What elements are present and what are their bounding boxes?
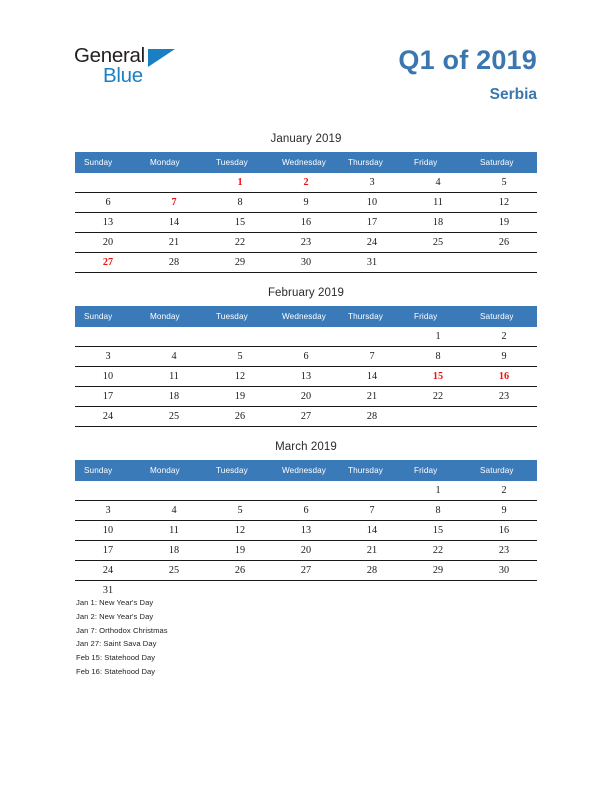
day-cell-empty bbox=[141, 481, 207, 501]
day-cell[interactable]: 3 bbox=[75, 501, 141, 521]
day-cell[interactable]: 14 bbox=[339, 367, 405, 387]
day-cell[interactable]: 29 bbox=[207, 253, 273, 273]
week-row bbox=[75, 253, 537, 273]
day-cell[interactable]: 31 bbox=[339, 253, 405, 273]
day-cell[interactable]: 7 bbox=[339, 501, 405, 521]
day-cell-empty bbox=[207, 327, 273, 347]
day-cell[interactable]: 11 bbox=[405, 193, 471, 213]
day-cell[interactable]: 27 bbox=[273, 407, 339, 427]
day-cell[interactable]: 16 bbox=[471, 521, 537, 541]
day-cell[interactable]: 21 bbox=[339, 387, 405, 407]
day-cell[interactable]: 10 bbox=[75, 521, 141, 541]
day-cell[interactable]: 4 bbox=[141, 347, 207, 367]
day-cell[interactable]: 15 bbox=[405, 521, 471, 541]
day-cell[interactable]: 25 bbox=[405, 233, 471, 253]
day-cell[interactable]: 6 bbox=[273, 347, 339, 367]
day-cell[interactable]: 21 bbox=[141, 233, 207, 253]
day-cell[interactable]: 28 bbox=[339, 561, 405, 581]
day-cell[interactable]: 11 bbox=[141, 367, 207, 387]
month-block bbox=[75, 133, 537, 273]
general-blue-logo[interactable] bbox=[74, 45, 204, 91]
week-row bbox=[75, 501, 537, 521]
day-cell[interactable]: 2 bbox=[471, 481, 537, 501]
day-cell-holiday[interactable]: 27 bbox=[75, 253, 141, 273]
weekday-header-friday: Friday bbox=[405, 460, 471, 481]
day-cell[interactable]: 20 bbox=[273, 387, 339, 407]
day-cell[interactable]: 23 bbox=[471, 541, 537, 561]
weekday-header-thursday: Thursday bbox=[339, 152, 405, 173]
day-cell-empty bbox=[471, 407, 537, 427]
holiday-legend-item: Jan 7: Orthodox Christmas bbox=[76, 625, 168, 635]
day-cell[interactable]: 6 bbox=[75, 193, 141, 213]
weekday-header-monday: Monday bbox=[141, 306, 207, 327]
day-cell[interactable]: 6 bbox=[273, 501, 339, 521]
week-row bbox=[75, 367, 537, 387]
weekday-header-saturday: Saturday bbox=[471, 152, 537, 173]
day-cell[interactable]: 13 bbox=[75, 213, 141, 233]
day-cell-holiday[interactable]: 1 bbox=[207, 173, 273, 193]
weekday-header-friday: Friday bbox=[405, 306, 471, 327]
day-cell[interactable]: 4 bbox=[405, 173, 471, 193]
day-cell-empty bbox=[405, 253, 471, 273]
day-cell[interactable]: 14 bbox=[339, 521, 405, 541]
day-cell-empty bbox=[75, 327, 141, 347]
day-cell[interactable]: 7 bbox=[339, 347, 405, 367]
day-cell[interactable]: 1 bbox=[405, 481, 471, 501]
page-header bbox=[0, 0, 612, 130]
day-cell[interactable]: 3 bbox=[75, 347, 141, 367]
day-cell[interactable]: 10 bbox=[339, 193, 405, 213]
month-title: January 2019 bbox=[270, 133, 342, 145]
day-cell[interactable]: 11 bbox=[141, 521, 207, 541]
day-cell-empty bbox=[75, 481, 141, 501]
holiday-legend-item: Feb 15: Statehood Day bbox=[76, 653, 156, 663]
day-cell[interactable]: 23 bbox=[471, 387, 537, 407]
day-cell[interactable]: 5 bbox=[471, 173, 537, 193]
day-cell[interactable]: 30 bbox=[273, 253, 339, 273]
day-cell-holiday[interactable]: 15 bbox=[405, 367, 471, 387]
day-cell[interactable]: 18 bbox=[141, 541, 207, 561]
weekday-header-friday: Friday bbox=[405, 152, 471, 173]
day-cell[interactable]: 23 bbox=[273, 233, 339, 253]
title-block bbox=[398, 44, 537, 105]
weekday-header-row bbox=[75, 152, 537, 173]
day-cell[interactable]: 8 bbox=[405, 501, 471, 521]
month-table bbox=[75, 152, 537, 273]
week-row bbox=[75, 387, 537, 407]
day-cell[interactable]: 26 bbox=[207, 561, 273, 581]
weekday-header-wednesday: Wednesday bbox=[273, 152, 339, 173]
weekday-header-thursday: Thursday bbox=[339, 460, 405, 481]
day-cell[interactable]: 26 bbox=[207, 407, 273, 427]
week-row bbox=[75, 193, 537, 213]
day-cell[interactable]: 9 bbox=[471, 347, 537, 367]
day-cell-empty bbox=[141, 327, 207, 347]
day-cell-empty bbox=[273, 327, 339, 347]
day-cell[interactable]: 18 bbox=[405, 213, 471, 233]
weekday-header-monday: Monday bbox=[141, 152, 207, 173]
day-cell[interactable]: 17 bbox=[339, 213, 405, 233]
day-cell[interactable]: 20 bbox=[273, 541, 339, 561]
holiday-legend-item: Jan 1: New Year's Day bbox=[76, 598, 154, 607]
day-cell[interactable]: 9 bbox=[471, 501, 537, 521]
week-row bbox=[75, 347, 537, 367]
day-cell[interactable]: 20 bbox=[75, 233, 141, 253]
weekday-header-sunday: Sunday bbox=[75, 306, 141, 327]
day-cell[interactable]: 8 bbox=[207, 193, 273, 213]
weekday-header-saturday: Saturday bbox=[471, 306, 537, 327]
day-cell-empty bbox=[207, 481, 273, 501]
day-cell[interactable]: 31 bbox=[75, 581, 141, 601]
month-block bbox=[75, 287, 537, 427]
day-cell[interactable]: 12 bbox=[207, 367, 273, 387]
holiday-legend-item: Jan 2: New Year's Day bbox=[76, 611, 154, 621]
day-cell[interactable]: 5 bbox=[207, 347, 273, 367]
day-cell[interactable]: 13 bbox=[273, 367, 339, 387]
day-cell[interactable]: 1 bbox=[405, 327, 471, 347]
week-row bbox=[75, 541, 537, 561]
weekday-header-row bbox=[75, 460, 537, 481]
week-row bbox=[75, 173, 537, 193]
week-row bbox=[75, 481, 537, 501]
month-title: February 2019 bbox=[267, 287, 345, 299]
month-block bbox=[75, 441, 537, 600]
day-cell[interactable]: 12 bbox=[207, 521, 273, 541]
day-cell[interactable]: 4 bbox=[141, 501, 207, 521]
day-cell-empty bbox=[339, 327, 405, 347]
day-cell-empty bbox=[273, 481, 339, 501]
day-cell[interactable]: 15 bbox=[207, 213, 273, 233]
day-cell-empty bbox=[141, 173, 207, 193]
country-subtitle: Serbia bbox=[489, 86, 537, 103]
week-row bbox=[75, 233, 537, 253]
month-title: March 2019 bbox=[275, 441, 337, 453]
week-row bbox=[75, 213, 537, 233]
holiday-legend bbox=[76, 596, 476, 679]
weekday-header-wednesday: Wednesday bbox=[273, 306, 339, 327]
day-cell[interactable]: 24 bbox=[339, 233, 405, 253]
month-table bbox=[75, 460, 537, 600]
weekday-header-tuesday: Tuesday bbox=[207, 460, 273, 481]
day-cell[interactable]: 16 bbox=[273, 213, 339, 233]
page-title: Q1 of 2019 bbox=[398, 45, 537, 75]
weekday-header-wednesday: Wednesday bbox=[273, 460, 339, 481]
months-container bbox=[75, 133, 537, 614]
day-cell[interactable]: 22 bbox=[405, 387, 471, 407]
day-cell-holiday[interactable]: 2 bbox=[273, 173, 339, 193]
day-cell[interactable]: 27 bbox=[273, 561, 339, 581]
day-cell[interactable]: 2 bbox=[471, 327, 537, 347]
day-cell[interactable]: 28 bbox=[141, 253, 207, 273]
day-cell[interactable]: 25 bbox=[141, 561, 207, 581]
weekday-header-thursday: Thursday bbox=[339, 306, 405, 327]
day-cell[interactable]: 24 bbox=[75, 407, 141, 427]
day-cell[interactable]: 18 bbox=[141, 387, 207, 407]
holiday-legend-item: Jan 27: Saint Sava Day bbox=[76, 639, 157, 649]
weekday-header-tuesday: Tuesday bbox=[207, 306, 273, 327]
day-cell[interactable]: 17 bbox=[75, 541, 141, 561]
day-cell-empty bbox=[471, 253, 537, 273]
weekday-header-tuesday: Tuesday bbox=[207, 152, 273, 173]
day-cell[interactable]: 21 bbox=[339, 541, 405, 561]
day-cell-empty bbox=[471, 581, 537, 601]
logo-text-blue: Blue bbox=[103, 64, 143, 87]
day-cell-empty bbox=[339, 481, 405, 501]
triangle-icon bbox=[148, 49, 175, 67]
day-cell[interactable]: 9 bbox=[273, 193, 339, 213]
weekday-header-sunday: Sunday bbox=[75, 460, 141, 481]
day-cell[interactable]: 3 bbox=[339, 173, 405, 193]
day-cell[interactable]: 19 bbox=[207, 387, 273, 407]
weekday-header-sunday: Sunday bbox=[75, 152, 141, 173]
day-cell[interactable]: 17 bbox=[75, 387, 141, 407]
day-cell[interactable]: 5 bbox=[207, 501, 273, 521]
day-cell[interactable]: 30 bbox=[471, 561, 537, 581]
day-cell-holiday[interactable]: 16 bbox=[471, 367, 537, 387]
logo-text-general: General bbox=[74, 44, 145, 67]
day-cell[interactable]: 12 bbox=[471, 193, 537, 213]
week-row bbox=[75, 407, 537, 427]
day-cell[interactable]: 8 bbox=[405, 347, 471, 367]
day-cell[interactable]: 19 bbox=[471, 213, 537, 233]
week-row bbox=[75, 521, 537, 541]
day-cell[interactable]: 25 bbox=[141, 407, 207, 427]
month-table bbox=[75, 306, 537, 427]
day-cell[interactable]: 14 bbox=[141, 213, 207, 233]
weekday-header-monday: Monday bbox=[141, 460, 207, 481]
day-cell-holiday[interactable]: 7 bbox=[141, 193, 207, 213]
day-cell-empty bbox=[405, 407, 471, 427]
day-cell[interactable]: 26 bbox=[471, 233, 537, 253]
day-cell[interactable]: 22 bbox=[405, 541, 471, 561]
weekday-header-saturday: Saturday bbox=[471, 460, 537, 481]
week-row bbox=[75, 561, 537, 581]
day-cell[interactable]: 19 bbox=[207, 541, 273, 561]
day-cell[interactable]: 24 bbox=[75, 561, 141, 581]
day-cell[interactable]: 29 bbox=[405, 561, 471, 581]
weekday-header-row bbox=[75, 306, 537, 327]
day-cell[interactable]: 22 bbox=[207, 233, 273, 253]
day-cell[interactable]: 28 bbox=[339, 407, 405, 427]
week-row bbox=[75, 327, 537, 347]
day-cell[interactable]: 10 bbox=[75, 367, 141, 387]
day-cell-empty bbox=[75, 173, 141, 193]
holiday-legend-item: Feb 16: Statehood Day bbox=[76, 666, 156, 676]
day-cell[interactable]: 13 bbox=[273, 521, 339, 541]
